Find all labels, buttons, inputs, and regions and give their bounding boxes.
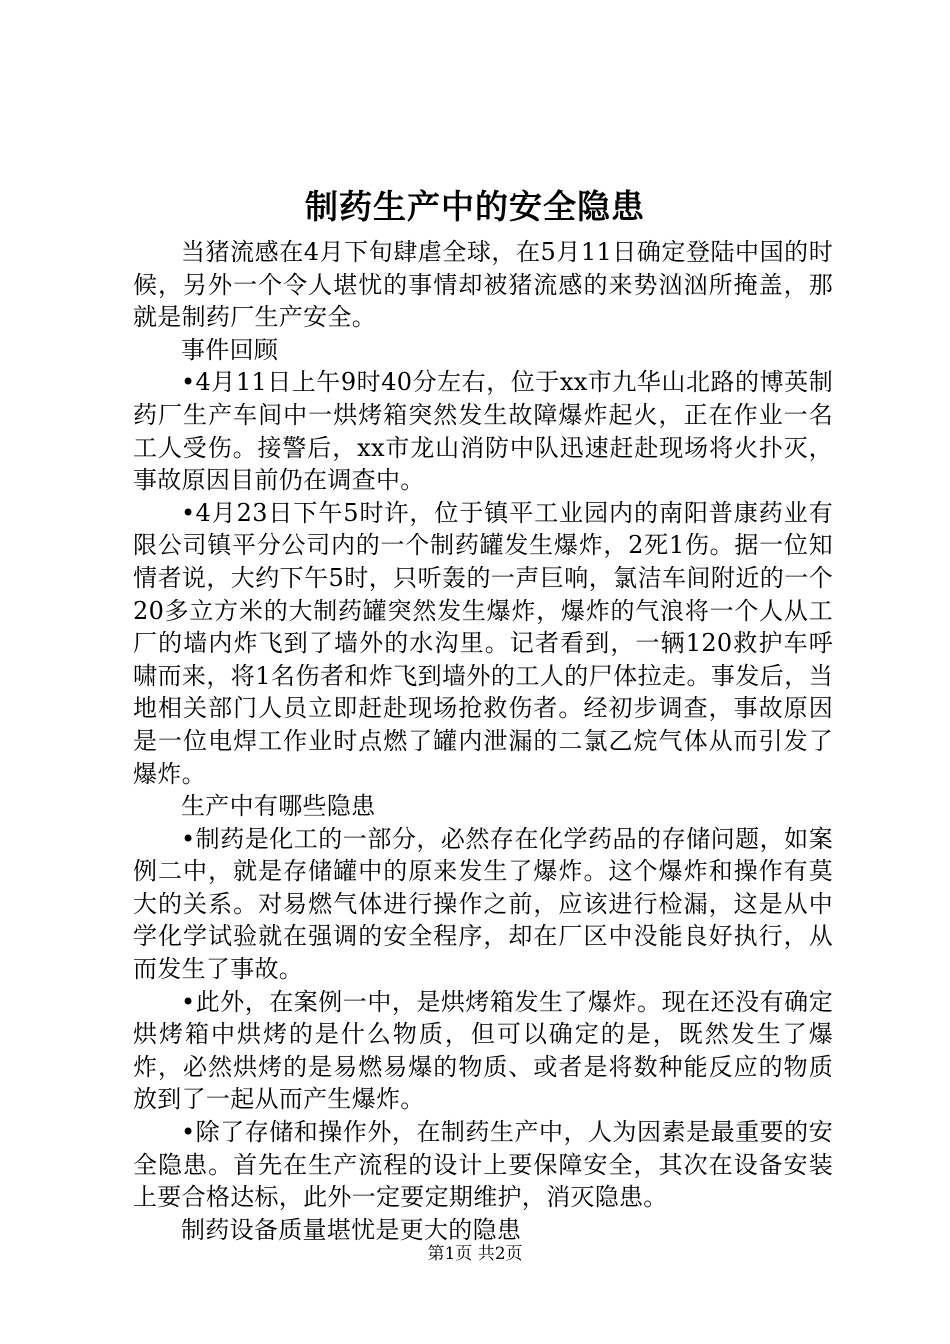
section-heading-event-review: 事件回顾 [181,335,279,364]
section-heading-equipment-quality: 制药设备质量堪忧是更大的隐患 [181,1215,522,1244]
document-body [133,236,833,1246]
paragraph-case-one: •4月11日上午9时40分左右，位于xx市九华山北路的博英制药厂生产车间中一烘烤箱突然发生故障爆炸起火，正在作业一名工人受伤。接警后，xx市龙山消防中队迅速赶赴现场将火扑灭，事故原因目前仍在调查中。 [133,368,833,495]
paragraph-oven-hazard: •此外，在案例一中，是烘烤箱发生了爆炸。现在还没有确定烘烤箱中烘烤的是什么物质，但可以确定的是，既然发生了爆炸，必然烘烤的是易燃易爆的物质、或者是将数种能反应的物质放到了一起从而产生爆炸。 [133,987,833,1114]
document-title: 制药生产中的安全隐患 [305,187,645,226]
section-heading-hazards: 生产中有哪些隐患 [181,792,376,821]
paragraph-storage-hazard: •制药是化工的一部分，必然存在化学药品的存储问题，如案例二中，就是存储罐中的原来发生了爆炸。这个爆炸和操作有莫大的关系。对易燃气体进行操作之前，应该进行检漏，这是从中学化学试验就在强调的安全程序，却在厂区中没能良好执行，从而发生了事故。 [133,824,833,984]
page-footer: 第1页 共2页 [427,1244,523,1264]
paragraph-case-two: •4月23日下午5时许，位于镇平工业园内的南阳普康药业有限公司镇平分公司内的一个制药罐发生爆炸，2死1伤。据一位知情者说，大约下午5时，只听轰的一声巨响，氯洁车间附近的一个20多立方米的大制药罐突然发生爆炸，爆炸的气浪将一个人从工厂的墙内炸飞到了墙外的水沟里。记者看到，一辆120救护车呼啸而来，将1名伤者和炸飞到墙外的工人的尸体拉走。事发后，当地相关部门人员立即赶赴现场抢救伤者。经初步调查，事故原因是一位电焊工作业时点燃了罐内泄漏的二氯乙烷气体从而引发了爆炸。 [133,498,833,788]
paragraph-human-factor: •除了存储和操作外，在制药生产中，人为因素是最重要的安全隐患。首先在生产流程的设计上要保障安全，其次在设备安装上要合格达标，此外一定要定期维护，消灭隐患。 [133,1118,833,1212]
paragraph-intro: 当猪流感在4月下旬肆虐全球，在5月11日确定登陆中国的时候，另外一个令人堪忧的事情却被猪流感的来势汹汹所掩盖，那就是制药厂生产安全。 [133,238,833,332]
